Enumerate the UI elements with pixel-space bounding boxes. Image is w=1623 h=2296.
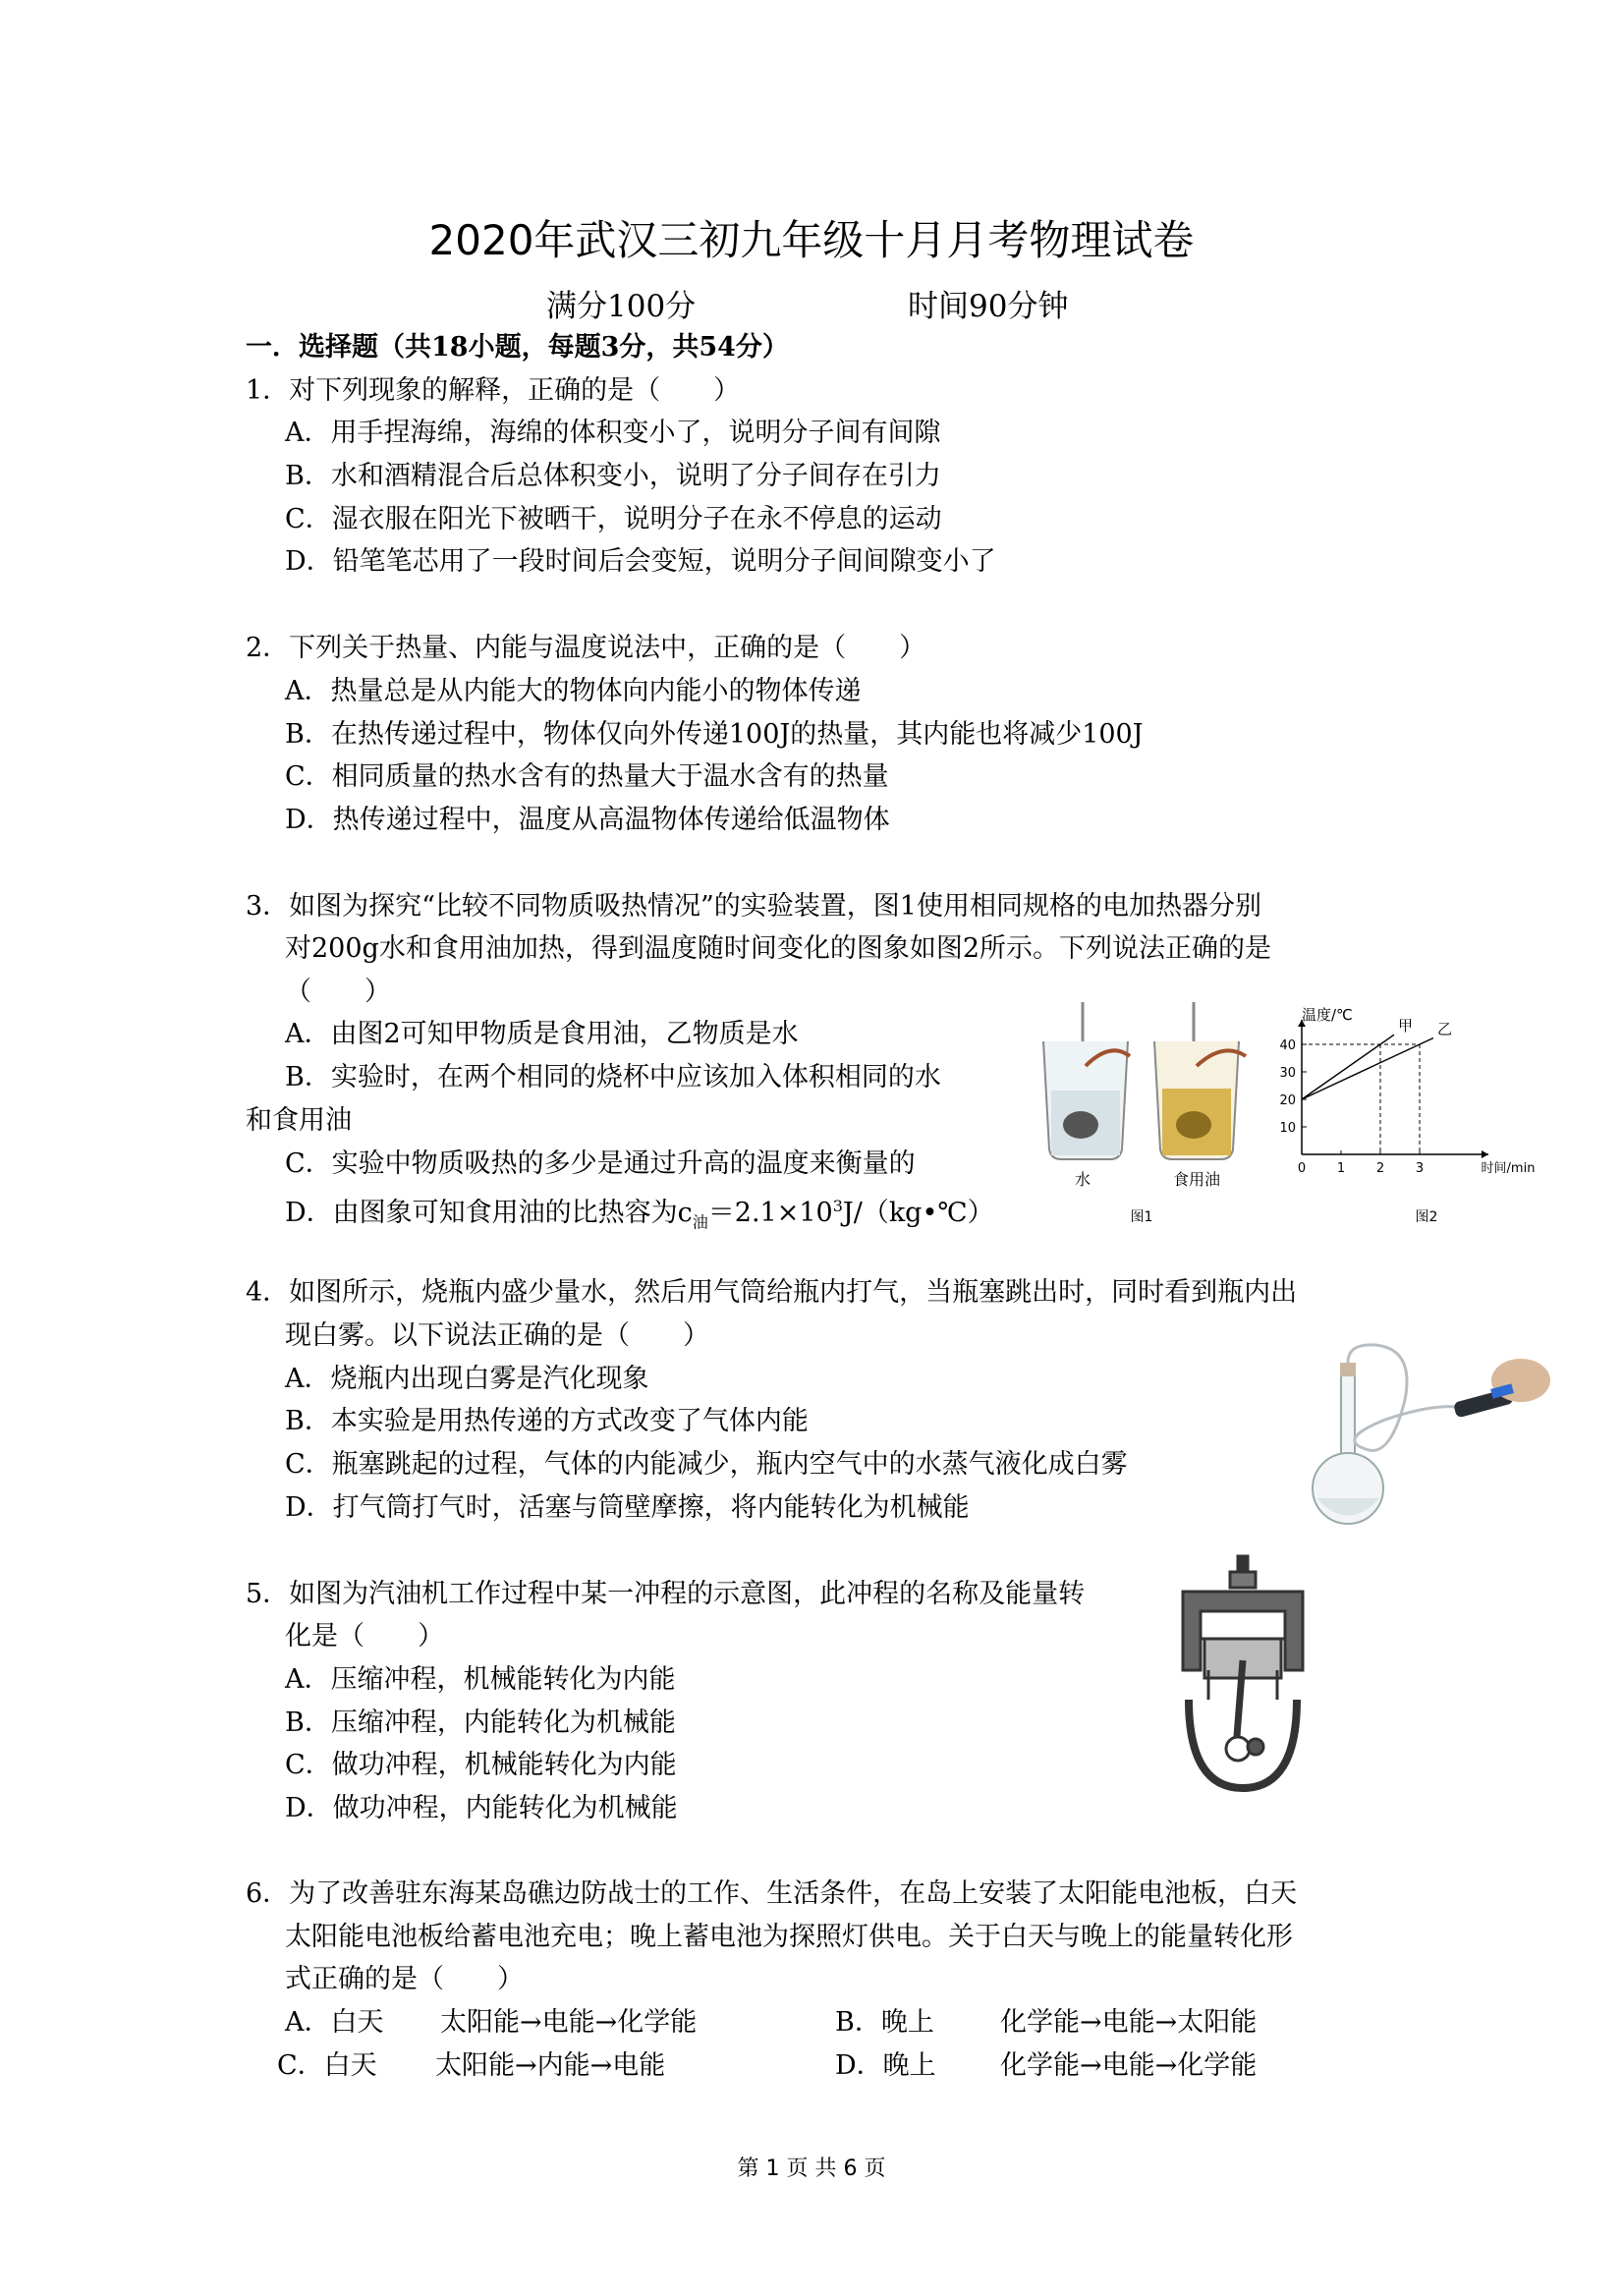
page-footer: 第 1 页 共 6 页 bbox=[737, 2156, 886, 2181]
chart-ylabel: 温度/℃ bbox=[1302, 1006, 1353, 1024]
q6-option-c-label: C．白天 bbox=[277, 2050, 377, 2081]
y-tick-label: 20 bbox=[1279, 1093, 1296, 1108]
hand-pump bbox=[1453, 1359, 1550, 1418]
q1-option-b: B．水和酒精混合后总体积变小，说明了分子间存在引力 bbox=[285, 461, 941, 491]
y-tick-label: 40 bbox=[1279, 1038, 1296, 1053]
q4-option-a: A．烧瓶内出现白雾是汽化现象 bbox=[285, 1364, 649, 1394]
q5-option-a: A．压缩冲程，机械能转化为内能 bbox=[285, 1664, 676, 1695]
series-line-yi bbox=[1302, 1037, 1433, 1099]
series-label-jia: 甲 bbox=[1398, 1017, 1414, 1036]
q6-stem-line2: 太阳能电池板给蓄电池充电；晚上蓄电池为探照灯供电。关于白天与晚上的能量转化形 bbox=[285, 1922, 1293, 1952]
q1-option-a: A．用手捏海绵，海绵的体积变小了，说明分子间有间隙 bbox=[285, 418, 941, 448]
q6-option-d-label: D．晚上 bbox=[835, 2050, 936, 2081]
q5-option-d: D．做功冲程，内能转化为机械能 bbox=[285, 1793, 678, 1823]
q1-stem: 1．对下列现象的解释，正确的是（ ） bbox=[246, 375, 741, 406]
q5-option-c: C．做功冲程，机械能转化为内能 bbox=[285, 1750, 677, 1780]
q3-option-a: A．由图2可知甲物质是食用油，乙物质是水 bbox=[285, 1019, 799, 1049]
x-axis-arrow bbox=[1482, 1150, 1488, 1158]
q2-stem: 2．下列关于热量、内能与温度说法中，正确的是（ ） bbox=[246, 633, 926, 663]
q2-option-d: D．热传递过程中，温度从高温物体传递给低温物体 bbox=[285, 805, 890, 835]
q3-stem-line2: 对200g水和食用油加热，得到温度随时间变化的图象如图2所示。下列说法正确的是 bbox=[285, 933, 1271, 964]
q3-option-b-cont: 和食用油 bbox=[246, 1105, 352, 1136]
q5-stem-line1: 5．如图为汽油机工作过程中某一冲程的示意图，此冲程的名称及能量转 bbox=[246, 1579, 1086, 1609]
q4-option-b: B．本实验是用热传递的方式改变了气体内能 bbox=[285, 1406, 809, 1436]
q3-stem-line3: （ ） bbox=[285, 977, 391, 1007]
y-tick-label: 30 bbox=[1279, 1066, 1296, 1081]
q6-stem-line3: 式正确的是（ ） bbox=[285, 1964, 524, 1994]
q3-option-c: C．实验中物质吸热的多少是通过升高的温度来衡量的 bbox=[285, 1148, 916, 1179]
fig2-caption: 图2 bbox=[1415, 1209, 1438, 1225]
q3-option-b: B．实验时，在两个相同的烧杯中应该加入体积相同的水 bbox=[285, 1062, 941, 1092]
y-tick-label: 10 bbox=[1279, 1121, 1296, 1136]
q6-option-b-text: 化学能→电能→太阳能 bbox=[1000, 2007, 1258, 2038]
x-tick-label: 2 bbox=[1375, 1161, 1385, 1176]
q5-engine-figure bbox=[1169, 1552, 1316, 1808]
q3-d-post: J/（kg•℃） bbox=[842, 1198, 994, 1228]
q6-option-a-label: A．白天 bbox=[285, 2007, 384, 2038]
q4-option-c: C．瓶塞跳起的过程，气体的内能减少，瓶内空气中的水蒸气液化成白雾 bbox=[285, 1449, 1128, 1480]
x-tick-label: 0 bbox=[1297, 1161, 1307, 1176]
chart-xlabel: 时间/min bbox=[1481, 1161, 1536, 1176]
section-heading: 一．选择题（共18小题，每题3分，共54分） bbox=[246, 332, 789, 363]
x-tick-label: 1 bbox=[1336, 1161, 1346, 1176]
full-score: 满分100分 bbox=[546, 289, 697, 324]
q1-option-d: D．铅笔笔芯用了一段时间后会变短，说明分子间间隙变小了 bbox=[285, 546, 996, 577]
page-title: 2020年武汉三初九年级十月月考物理试卷 bbox=[428, 216, 1195, 264]
q3-d-sup: 3 bbox=[832, 1197, 843, 1215]
q3-stem-line1: 3．如图为探究“比较不同物质吸热情况”的实验装置，图1使用相同规格的电加热器分别 bbox=[246, 891, 1261, 922]
q6-option-a-text: 太阳能→电能→化学能 bbox=[440, 2007, 698, 2038]
q4-option-d: D．打气筒打气时，活塞与筒壁摩擦，将内能转化为机械能 bbox=[285, 1492, 970, 1523]
flask bbox=[1313, 1363, 1383, 1524]
q3-d-pre: D．由图象可知食用油的比热容为c bbox=[285, 1198, 693, 1228]
q3-figure-1 bbox=[1032, 1002, 1267, 1228]
air-tube bbox=[1348, 1345, 1469, 1451]
q3-figure-2-chart bbox=[1272, 1002, 1547, 1228]
water-beaker bbox=[1043, 1002, 1130, 1159]
q3-d-sub: 油 bbox=[692, 1212, 708, 1232]
q6-stem-line1: 6．为了改善驻东海某岛礁边防战士的工作、生活条件，在岛上安装了太阳能电池板，白天 bbox=[246, 1878, 1298, 1909]
q5-stem-line2: 化是（ ） bbox=[285, 1621, 444, 1652]
q6-option-c-text: 太阳能→内能→电能 bbox=[435, 2050, 666, 2081]
q4-stem-line1: 4．如图所示，烧瓶内盛少量水，然后用气筒给瓶内打气，当瓶塞跳出时，同时看到瓶内出 bbox=[246, 1277, 1298, 1308]
series-label-yi: 乙 bbox=[1437, 1020, 1453, 1038]
q1-option-c: C．湿衣服在阳光下被晒干，说明分子在永不停息的运动 bbox=[285, 504, 942, 534]
x-tick-label: 3 bbox=[1415, 1161, 1425, 1176]
q4-flask-pump-figure bbox=[1297, 1341, 1552, 1528]
q2-option-c: C．相同质量的热水含有的热量大于温水含有的热量 bbox=[285, 761, 889, 792]
q2-option-b: B．在热传递过程中，物体仅向外传递100J的热量，其内能也将减少100J bbox=[285, 719, 1144, 750]
q5-option-b: B．压缩冲程，内能转化为机械能 bbox=[285, 1708, 676, 1738]
oil-beaker bbox=[1154, 1002, 1246, 1159]
q6-option-d-text: 化学能→电能→化学能 bbox=[1000, 2050, 1258, 2081]
q2-option-a: A．热量总是从内能大的物体向内能小的物体传递 bbox=[285, 676, 862, 706]
fig1-caption: 图1 bbox=[1130, 1209, 1153, 1225]
q4-stem-line2: 现白雾。以下说法正确的是（ ） bbox=[285, 1320, 709, 1351]
q3-option-d bbox=[285, 1192, 994, 1237]
oil-label: 食用油 bbox=[1172, 1170, 1221, 1189]
q3-d-mid: ＝2.1×10 bbox=[707, 1198, 833, 1228]
water-label: 水 bbox=[1074, 1170, 1091, 1189]
exam-time: 时间90分钟 bbox=[908, 289, 1069, 324]
q6-option-b-label: B．晚上 bbox=[835, 2007, 934, 2038]
